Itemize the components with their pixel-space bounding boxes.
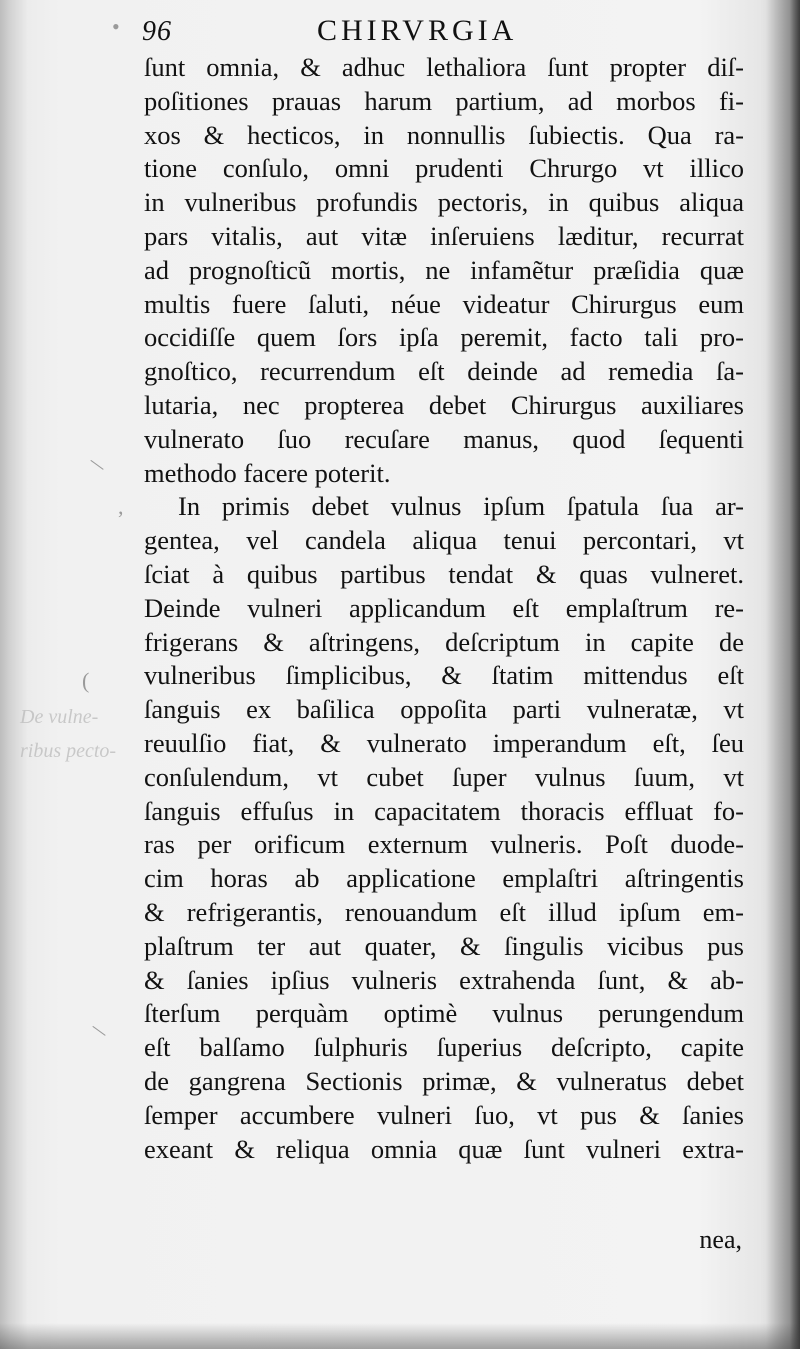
text-line: & refrigerantis, renouandum eſt illud ipſum em- — [144, 896, 744, 927]
text-line: xos & hecticos, in nonnullis ſubiectis. Qua ra- — [144, 119, 744, 150]
text-line: de gangrena Sectionis primæ, & vulneratus debet — [144, 1065, 744, 1096]
text-line: ras per orificum externum vulneris. Poſt duode- — [144, 829, 744, 860]
page-number: 96 — [142, 16, 172, 47]
text-line: ſanguis ex baſilica oppoſita parti vulneratæ, vt — [144, 694, 744, 725]
running-head: CHIRVRGIA — [317, 14, 518, 47]
text-line: pars vitalis, aut vitæ inſeruiens læditur, recurrat — [144, 220, 744, 251]
text-line: vulnerato ſuo recuſare manus, quod ſequenti — [144, 423, 744, 454]
text-line: plaſtrum ter aut quater, & ſingulis vicibus pus — [144, 930, 744, 961]
text-line: gentea, vel candela aliqua tenui percontari, vt — [144, 525, 744, 556]
text-line: eſt balſamo ſulphuris ſuperius deſcripto, capite — [144, 1032, 744, 1063]
margin-mark: , — [118, 494, 124, 519]
text-line: ſterſum perquàm optimè vulnus perungendum — [144, 998, 744, 1029]
catchword: nea, — [699, 1225, 742, 1254]
ink-speck: • — [112, 14, 120, 39]
text-line: & ſanies ipſius vulneris extrahenda ſunt, & ab- — [144, 964, 744, 995]
bleed-through-text: De vulne- — [20, 706, 99, 728]
margin-mark: ( — [82, 668, 90, 693]
text-line: lutaria, nec propterea debet Chirurgus auxiliares — [144, 389, 744, 420]
text-line: methodo facere poterit. — [144, 457, 391, 488]
text-line: conſulendum, vt cubet ſuper vulnus ſuum, vt — [144, 761, 744, 792]
text-line: ſemper accumbere vulneri ſuo, vt pus & ſanies — [144, 1099, 744, 1130]
text-line: ſanguis effuſus in capacitatem thoracis effluat fo- — [144, 795, 744, 826]
text-line: tione conſulo, omni prudenti Chrurgo vt illico — [144, 153, 744, 184]
text-line: poſitiones prauas harum partium, ad morbos fi- — [144, 85, 744, 116]
text-line: ad prognoſticũ mortis, ne infamẽtur præſidia quæ — [144, 254, 744, 285]
gutter-shadow — [766, 0, 800, 1349]
page-bottom-shadow — [0, 1323, 800, 1349]
text-line: reuulſio fiat, & vulnerato imperandum eſt, ſeu — [144, 727, 744, 758]
bleed-through-text: ribus pecto- — [20, 740, 117, 762]
text-line: frigerans & aſtringens, deſcriptum in capite de — [144, 626, 744, 657]
text-line: vulneribus ſimplicibus, & ſtatim mittendus eſt — [144, 660, 744, 691]
text-line: ſunt omnia, & adhuc lethaliora ſunt propter diſ- — [144, 52, 744, 82]
text-line: ſciat à quibus partibus tendat & quas vulneret. — [144, 558, 744, 589]
text-line: exeant & reliqua omnia quæ ſunt vulneri extra- — [144, 1133, 744, 1164]
body-text — [144, 51, 744, 1166]
margin-mark: \ — [89, 1018, 109, 1043]
text-line: In primis debet vulnus ipſum ſpatula ſua ar- — [178, 491, 744, 522]
text-line: Deinde vulneri applicandum eſt emplaſtrum re- — [144, 592, 744, 623]
page-header — [142, 10, 582, 50]
paragraph — [144, 490, 744, 1166]
text-line: cim horas ab applicatione emplaſtri aſtringentis — [144, 863, 744, 894]
text-line: in vulneribus profundis pectoris, in quibus aliqua — [144, 187, 744, 218]
text-line: gnoſtico, recurrendum eſt deinde ad remedia ſa- — [144, 356, 744, 387]
text-line: multis fuere ſaluti, néue videatur Chirurgus eum — [144, 288, 744, 319]
text-line: occidiſſe quem ſors ipſa peremit, facto tali pro- — [144, 322, 744, 353]
paragraph — [144, 51, 744, 490]
margin-mark: \ — [87, 452, 107, 477]
